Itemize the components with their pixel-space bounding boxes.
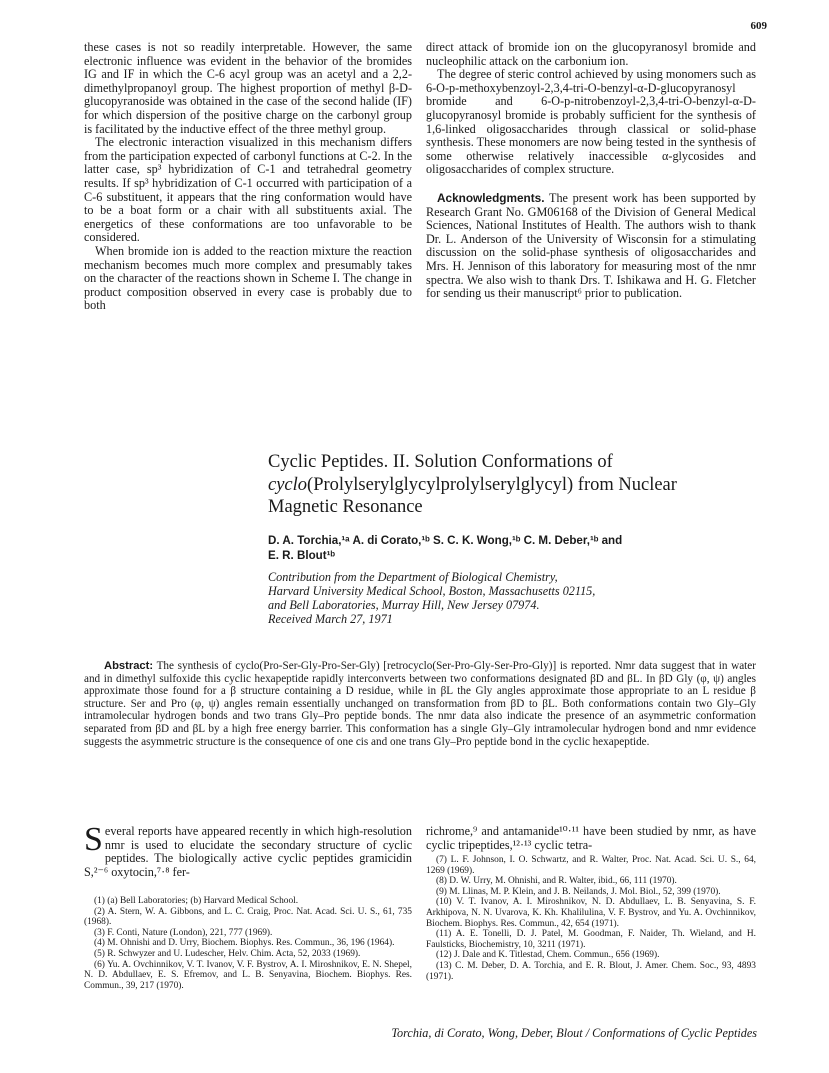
footnote: (1) (a) Bell Laboratories; (b) Harvard Medical School. bbox=[94, 896, 299, 906]
paragraph: direct attack of bromide ion on the glucopyranosyl bromide and nucleophilic attack on the carbonium ion. bbox=[426, 40, 756, 68]
title-line: Magnetic Resonance bbox=[268, 497, 423, 517]
body-paragraph: richrome,⁹ and antamanide¹⁰·¹¹ have been studied by nmr, as have cyclic tripeptides,¹²·¹³ cyclic tetra- bbox=[426, 824, 756, 852]
paragraph: The electronic interaction visualized in this mechanism differs from the participation expected of carbonyl functions at C-2. In the latter case, sp³ hybridization of C-1 and tetrahedral geometry results. If sp³ hybridization of C-1 occurred with participation of a C-6 substituent, it appears that the ring conformation would have to be a boat form or a chair with all substituents axial. The energetics of these conformations are too unfavorable to be considered. bbox=[84, 135, 412, 245]
footnotes-left bbox=[84, 896, 412, 991]
affiliation-line: Harvard University Medical School, Boston, Massachusetts 02115, bbox=[268, 583, 596, 598]
authors-line: D. A. Torchia,¹ᵃ A. di Corato,¹ᵇ S. C. K. Wong,¹ᵇ C. M. Deber,¹ᵇ and bbox=[268, 533, 623, 547]
paragraph: The degree of steric control achieved by using monomers such as 6-O-p-methoxybenzoyl-2,3,4-tri-O-benzyl-α-D-glucopyranosyl bromide and 6-O-p-nitrobenzoyl-2,3,4-tri-O-benzyl-α-D-glucopyranosyl bromide is probably sufficient for the synthesis of 1,6-linked oligosaccharides through classical or solid-phase synthesis. These monomers are now being tested in the synthesis of some otherwise relatively inaccessible α-glycosides and oligosaccharides of complex structure. bbox=[426, 67, 756, 177]
right-column-continued-text bbox=[426, 41, 756, 301]
footnote: (8) D. W. Urry, M. Ohnishi, and R. Walter, ibid., 66, 111 (1970). bbox=[436, 876, 677, 887]
affiliation bbox=[268, 570, 758, 626]
footnote: (7) L. F. Johnson, I. O. Schwartz, and R. Walter, Proc. Nat. Acad. Sci. U. S., 64, 1269 (1969). bbox=[426, 855, 756, 876]
drop-cap: S bbox=[84, 821, 103, 858]
body-text-right bbox=[426, 825, 756, 852]
abstract bbox=[84, 660, 756, 748]
article-header bbox=[268, 451, 758, 626]
footnote: (10) V. T. Ivanov, A. I. Miroshnikov, N. D. Abdullaev, L. B. Senyavina, S. F. Arkhipova, N. N. Uvarova, K. Kh. Khalilulina, V. F. Bystrov, and Yu. A. Ovchinnikov, Biochem. Biophys. Res. Commun., 42, 654 (1971). bbox=[426, 897, 756, 929]
footnote: (13) C. M. Deber, D. A. Torchia, and E. R. Blout, J. Amer. Chem. Soc., 93, 4893 (1971). bbox=[426, 960, 756, 982]
footnote: (2) A. Stern, W. A. Gibbons, and L. C. Craig, Proc. Nat. Acad. Sci. U. S., 61, 735 (1968). bbox=[84, 906, 412, 928]
title-line: (Prolylserylglycylprolylserylglycyl) from Nuclear bbox=[307, 474, 677, 495]
acknowledgments-heading: Acknowledgments. bbox=[437, 190, 545, 205]
paragraph: these cases is not so readily interpretable. However, the same electronic influence was evident in the behavior of the bromides IG and IF in which the C-6 acyl group was an acetyl and a 2,2-dimethylpropanoyl group. The highest proportion of methyl β-D-glucopyranoside was obtained in the case of the second halide (IF) for which dispersion of the positive charge on the carbonyl group is facilitated by the inductive effect of the three methyl group. bbox=[84, 40, 412, 136]
footnotes-right bbox=[426, 855, 756, 982]
affiliation-line: and Bell Laboratories, Murray Hill, New Jersey 07974. bbox=[268, 597, 540, 612]
authors-line: E. R. Blout¹ᵇ bbox=[268, 548, 336, 562]
footnote: (11) A. E. Tonelli, D. J. Patel, M. Goodman, F. Naider, Th. Wieland, and H. Faulsticks, Biochemistry, 10, 3211 (1971). bbox=[426, 929, 756, 950]
footnote: (3) F. Conti, Nature (London), 221, 777 (1969). bbox=[94, 927, 273, 938]
footnote: (6) Yu. A. Ovchinnikov, V. T. Ivanov, V. F. Bystrov, A. I. Miroshnikov, E. N. Shepel, N. D. Abdullaev, E. S. Efremov, and L. B. Senyavina, Biochem. Biophys. Res. Commun., 39, 217 (1970). bbox=[84, 959, 412, 991]
footnote: (4) M. Ohnishi and D. Urry, Biochem. Biophys. Res. Commun., 36, 196 (1964). bbox=[94, 938, 395, 949]
title-line: Cyclic Peptides. II. Solution Conformations of bbox=[268, 452, 613, 472]
affiliation-line: Contribution from the Department of Biological Chemistry, bbox=[268, 569, 558, 584]
page-number: 609 bbox=[750, 20, 767, 32]
abstract-heading: Abstract: bbox=[104, 660, 154, 672]
footnote: (5) R. Schwyzer and U. Ludescher, Helv. Chim. Acta, 52, 2033 (1969). bbox=[94, 948, 361, 959]
title-cyclo: cyclo bbox=[268, 474, 308, 495]
article-title bbox=[268, 451, 758, 519]
acknowledgments bbox=[426, 192, 756, 301]
running-footer: Torchia, di Corato, Wong, Deber, Blout / Conformations of Cyclic Peptides bbox=[391, 1026, 757, 1040]
body-text-left bbox=[84, 821, 412, 879]
body-paragraph: everal reports have appeared recently in which high-resolution nmr is used to elucidate the secondary structure of cyclic peptides. The biologically active cyclic peptides gramicidin S,²⁻⁶ oxytocin,⁷·⁸ fer- bbox=[84, 824, 412, 879]
author-list bbox=[268, 533, 758, 563]
acknowledgments-text: The present work has been supported by Research Grant No. GM06168 of the Division of General Medical Sciences, National Institutes of Health. The authors wish to thank Dr. L. Anderson of the University of Wisconsin for a stimulating discussion on the solid-phase synthesis of oligosaccharides and Mrs. H. Jennison of this laboratory for measuring most of the nmr spectra. We also wish to thank Drs. T. Ishikawa and H. G. Fletcher for sending us their manuscript⁶ prior to publication. bbox=[426, 190, 756, 301]
received-date: Received March 27, 1971 bbox=[268, 611, 393, 626]
left-column-continued-text bbox=[84, 41, 412, 313]
footnote: (9) M. Llinas, M. P. Klein, and J. B. Neilands, J. Mol. Biol., 52, 399 (1970). bbox=[436, 886, 721, 897]
abstract-text: The synthesis of cyclo(Pro-Ser-Gly-Pro-Ser-Gly) [retrocyclo(Ser-Pro-Gly-Ser-Pro-Gly)] is reported. Nmr data suggest that in water and in dimethyl sulfoxide this cyclic hexapeptide rapidly interconverts between two conformations designated βD and βL. In βD Gly (φ, ψ) angles approximate those found for a β structure containing a D residue, while in βL the Gly angles approximate those appropriate to an L residue β structure. Ser and Pro (φ, ψ) angles remain essentially unchanged on transformation from βD to βL. Both conformations contain two Gly–Gly intramolecular hydrogen bonds and two trans Gly–Pro peptide bonds. The nmr data also indicate the presence of an asymmetric conformation separated from βD and βL by a high free energy barrier. This conformation has a single Gly–Gly intramolecular hydrogen bond and nmr evidence suggests the asymmetric structure is the consequence of one cis and one trans Gly–Pro peptide bond in the cyclic hexapeptide. bbox=[84, 660, 756, 748]
paragraph: When bromide ion is added to the reaction mixture the reaction mechanism becomes much more complex and presumably takes on the character of the reactions shown in Scheme I. The change in product composition observed in every case is probably due to both bbox=[84, 243, 412, 313]
footnote: (12) J. Dale and K. Titlestad, Chem. Commun., 656 (1969). bbox=[436, 950, 660, 961]
